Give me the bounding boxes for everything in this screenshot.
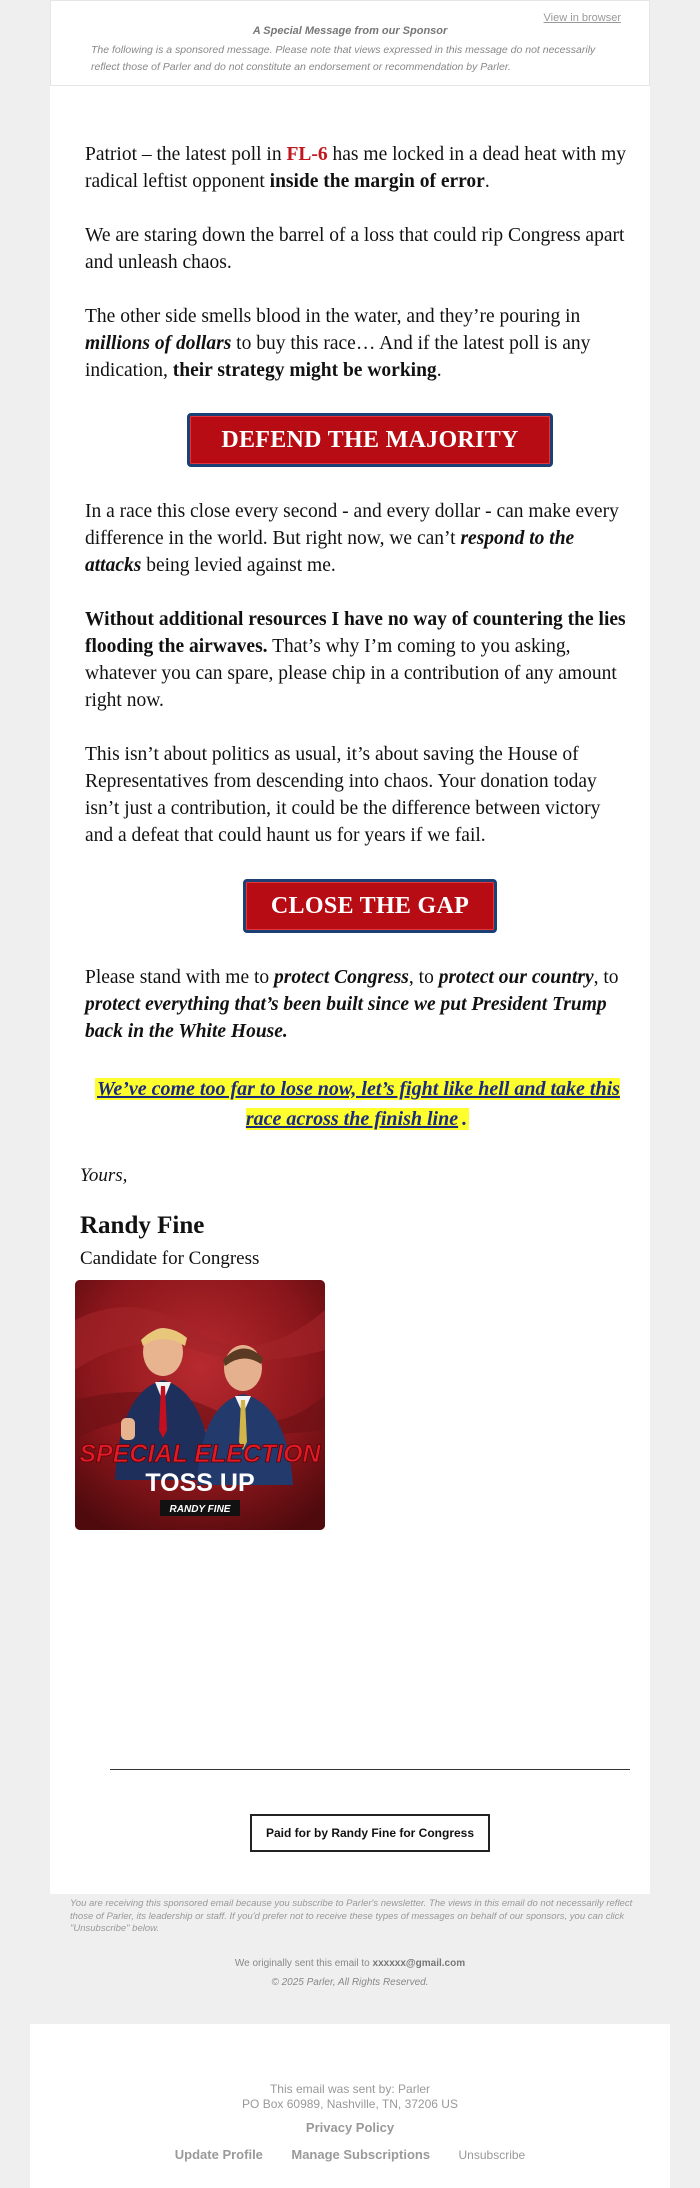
sponsor-title: A Special Message from our Sponsor bbox=[252, 25, 448, 37]
photo-name-label: RANDY FINE bbox=[169, 1504, 231, 1515]
unsubscribe-link[interactable]: Unsubscribe bbox=[458, 2148, 526, 2162]
email-body bbox=[50, 86, 650, 1894]
recipient-email: xxxxxx@gmail.com bbox=[372, 1958, 466, 1969]
sponsor-note: The following is a sponsored message. Please note that views expressed in this message do not necessarily reflect those of Parler and do not constitute an endorsement or recommendation by Parler. bbox=[91, 44, 596, 73]
paid-for-disclaimer: Paid for by Randy Fine for Congress bbox=[250, 1814, 490, 1852]
close-the-gap-button[interactable]: CLOSE THE GAP bbox=[243, 879, 497, 933]
manage-subscriptions-link[interactable]: Manage Subscriptions bbox=[291, 2147, 431, 2162]
copyright: © 2025 Parler, All Rights Reserved. bbox=[271, 1977, 429, 1988]
update-profile-link[interactable]: Update Profile bbox=[174, 2147, 263, 2162]
paragraph-5: Without additional resources I have no way of countering the lies flooding the airwaves. That’s why I’m coming to you asking, whatever you can spare, please chip in a contribution of any amount right now. bbox=[85, 609, 626, 711]
signature-title: Candidate for Congress bbox=[80, 1248, 260, 1269]
mailing-address: PO Box 60989, Nashville, TN, 37206 US bbox=[242, 2097, 458, 2111]
sponsored-email-disclaimer: You are receiving this sponsored email because you subscribe to Parler's newsletter. The views in this email do not necessarily reflect those of Parler, its leadership or staff. If you'd prefer not to receive these types of messages on behalf of our sponsors, you can click "Unsubscribe" below. bbox=[70, 1898, 633, 1934]
photo-title-line1: SPECIAL ELECTION bbox=[79, 1440, 321, 1468]
signature-closing: Yours, bbox=[80, 1165, 128, 1186]
paragraph-1: Patriot – the latest poll in FL-6 has me locked in a dead heat with my radical leftist opponent inside the margin of error. bbox=[85, 144, 627, 192]
photo-title-line2: TOSS UP bbox=[145, 1469, 255, 1497]
footer-links bbox=[30, 2146, 670, 2164]
divider bbox=[110, 1769, 630, 1770]
bottom-footer bbox=[30, 2024, 670, 2188]
paragraph-7: Please stand with me to protect Congress, to protect our country, to protect everything that’s been built since we put President Trump back in the White House. bbox=[85, 967, 619, 1042]
sent-by: This email was sent by: Parler bbox=[269, 2082, 431, 2096]
sponsor-header bbox=[50, 0, 650, 86]
highlighted-appeal[interactable]: We’ve come too far to lose now, let’s fight like hell and take this race across the finish line . bbox=[97, 1078, 620, 1130]
view-in-browser-link[interactable]: View in browser bbox=[543, 12, 621, 24]
paragraph-2: We are staring down the barrel of a loss that could rip Congress apart and unleash chaos. bbox=[85, 225, 625, 273]
candidate-photo bbox=[75, 1280, 325, 1530]
candidate-photo-graphic bbox=[75, 1280, 325, 1530]
signature-name: Randy Fine bbox=[80, 1212, 205, 1239]
district-link: FL-6 bbox=[286, 144, 328, 165]
paragraph-4: In a race this close every second - and every dollar - can make every difference in the world. But right now, we can’t respond to the attacks being levied against me. bbox=[85, 501, 619, 576]
paragraph-6: This isn’t about politics as usual, it’s about saving the House of Representatives from descending into chaos. Your donation today isn’t just a contribution, it could be the difference between victory and a defeat that could haunt us for years if we fail. bbox=[85, 744, 601, 846]
privacy-policy-link[interactable]: Privacy Policy bbox=[305, 2120, 395, 2135]
paragraph-3: The other side smells blood in the water, and they’re pouring in millions of dollars to buy this race… And if the latest poll is any indication, their strategy might be working. bbox=[85, 306, 591, 381]
defend-the-majority-button[interactable]: DEFEND THE MAJORITY bbox=[187, 413, 553, 467]
sent-to-line: We originally sent this email to xxxxxx@gmail.com bbox=[234, 1958, 466, 1969]
